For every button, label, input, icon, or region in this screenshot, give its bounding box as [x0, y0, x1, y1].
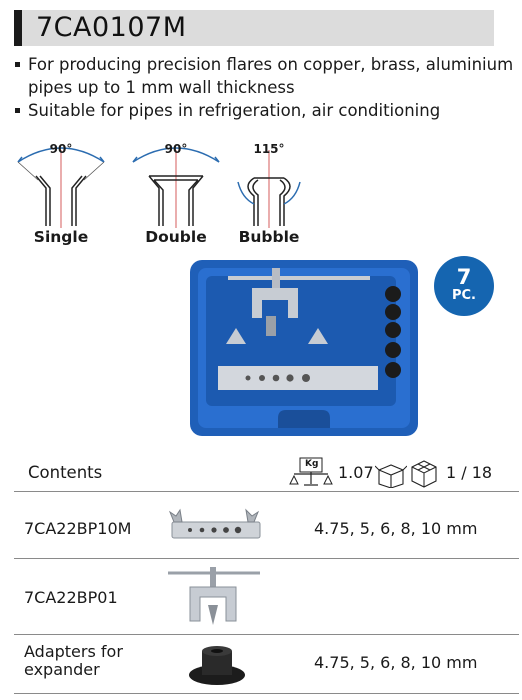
contents-title: Contents	[28, 463, 103, 482]
divider	[14, 693, 519, 694]
feature-item: Suitable for pipes in refrigeration, air conditioning	[14, 99, 519, 122]
piece-unit: PC.	[451, 288, 476, 303]
product-header	[14, 10, 494, 46]
tool-case-image	[188, 258, 420, 438]
carton-icon	[409, 458, 439, 488]
item-sizes: 4.75, 5, 6, 8, 10 mm	[314, 519, 478, 538]
feature-item: For producing precision flares on copper, brass, aluminium pipes up to 1 mm wall thickness	[14, 53, 519, 99]
flare-angle: 115°	[253, 142, 285, 156]
adapter-image	[182, 639, 252, 689]
content-item	[14, 559, 519, 634]
flaring-bar-image	[166, 504, 266, 548]
contents-header	[14, 456, 519, 490]
content-item	[14, 492, 519, 558]
flaring-yoke-image	[164, 565, 264, 631]
packaging-info	[375, 456, 515, 488]
item-code: 7CA22BP01	[24, 588, 118, 607]
piece-count: 7	[456, 265, 472, 289]
flare-angle: 90°	[49, 142, 73, 156]
item-code: 7CA22BP10M	[24, 519, 132, 538]
box-icon	[375, 460, 407, 488]
flare-single	[6, 140, 116, 250]
item-sizes: 4.75, 5, 6, 8, 10 mm	[314, 653, 478, 672]
flare-bubble	[214, 140, 324, 250]
flare-name: Single	[33, 228, 89, 246]
weight-value: 1.07	[338, 463, 374, 482]
flare-name: Double	[145, 228, 207, 246]
piece-count-badge	[434, 256, 494, 316]
weight-unit-label: Kg	[305, 459, 319, 469]
weight-info	[286, 456, 376, 488]
header-accent-bar	[14, 10, 22, 46]
feature-list	[14, 53, 519, 122]
item-code: Adapters for expander	[24, 642, 123, 679]
content-item	[14, 635, 519, 693]
flare-angle: 90°	[164, 142, 188, 156]
product-code: 7CA0107M	[36, 12, 187, 43]
flare-name: Bubble	[238, 228, 300, 246]
pack-value: 1 / 18	[446, 463, 493, 482]
